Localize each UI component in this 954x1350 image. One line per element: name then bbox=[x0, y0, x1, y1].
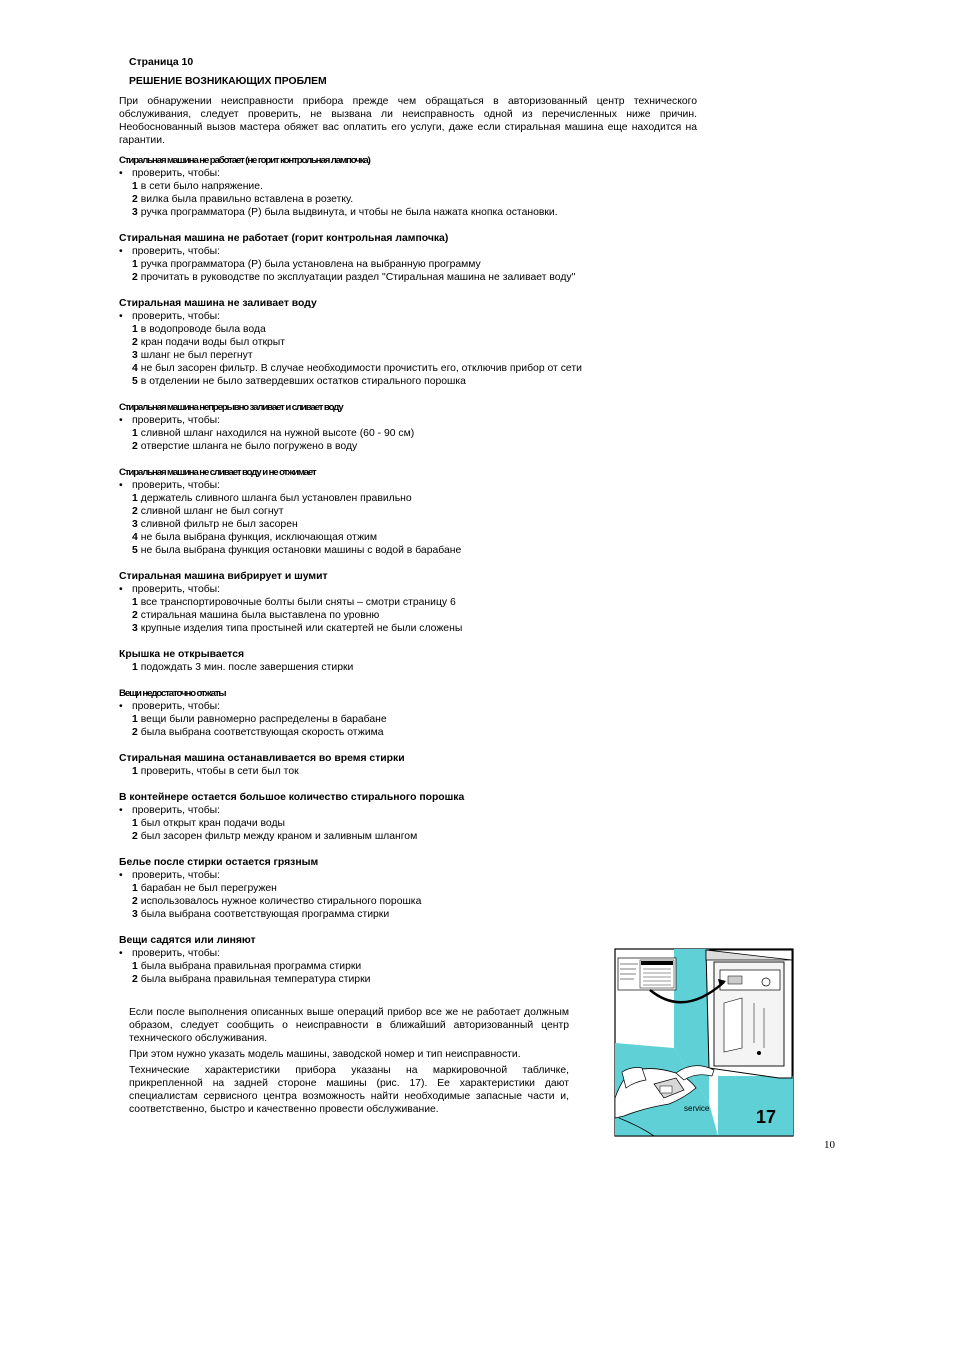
figure-17-illustration bbox=[614, 948, 794, 1137]
bullet-icon: • bbox=[119, 415, 123, 426]
section-title: Стиральная машина непрерывно заливает и сливает воду bbox=[119, 402, 343, 413]
troubleshooting-section bbox=[119, 648, 719, 674]
troubleshooting-section bbox=[119, 232, 719, 284]
check-label: проверить, чтобы: bbox=[132, 870, 221, 881]
check-line bbox=[119, 479, 719, 492]
item-text: проверить, чтобы в сети был ток bbox=[140, 766, 299, 777]
closing-paragraph: Технические характеристики прибора указаны на маркировочной табличке, прикрепленной на задней стороне машины (рис. 17). Ее характеристики дают специалистам сервисного центра возможность найти необходимые запасные части и, соответственно, быстро и качественно провести обслуживание. bbox=[129, 1065, 569, 1115]
item-number: 3 bbox=[132, 909, 138, 920]
check-line bbox=[119, 414, 719, 427]
item-text: стиральная машина была выставлена по уровню bbox=[140, 610, 380, 621]
troubleshooting-section bbox=[119, 570, 719, 635]
list-item bbox=[119, 427, 719, 440]
page-label: Страница 10 bbox=[129, 57, 194, 68]
troubleshooting-section bbox=[119, 791, 719, 843]
check-label: проверить, чтобы: bbox=[132, 701, 221, 712]
section-title: Стиральная машина не сливает воду и не отжимает bbox=[119, 467, 316, 478]
item-number: 4 bbox=[132, 532, 138, 543]
list-item bbox=[119, 830, 719, 843]
check-label: проверить, чтобы: bbox=[132, 311, 221, 322]
item-number: 1 bbox=[132, 324, 138, 335]
list-item bbox=[119, 336, 719, 349]
section-title: Стиральная машина не заливает воду bbox=[119, 298, 317, 309]
troubleshooting-section bbox=[119, 401, 719, 453]
list-item bbox=[119, 908, 719, 921]
intro-paragraph: При обнаружении неисправности прибора прежде чем обращаться в авторизованный центр технического обслуживания, следует проверить, не вызвана ли неисправность одной из перечисленных ниже причин. Необоснованный вызов мастера обяжет вас оплатить его услуги, даже если стиральная машина еще находится на гарантии. bbox=[119, 96, 697, 146]
section-title: Стиральная машина не работает (горит контрольная лампочка) bbox=[119, 233, 449, 244]
item-number: 3 bbox=[132, 519, 138, 530]
item-text: вещи были равномерно распределены в барабане bbox=[140, 714, 387, 725]
closing-paragraph: При этом нужно указать модель машины, заводской номер и тип неисправности. bbox=[129, 1049, 521, 1060]
item-text: в сети было напряжение. bbox=[140, 181, 263, 192]
item-text: использовалось нужное количество стирального порошка bbox=[140, 896, 422, 907]
item-number: 2 bbox=[132, 441, 138, 452]
item-number: 2 bbox=[132, 610, 138, 621]
list-item bbox=[119, 375, 719, 388]
troubleshooting-section bbox=[119, 856, 719, 921]
item-number: 3 bbox=[132, 207, 138, 218]
closing-paragraph: Если после выполнения описанных выше операций прибор все же не работает должным образом, следует сообщить о неисправности в ближайший авторизованный центр технического обслуживания. bbox=[129, 1007, 569, 1044]
troubleshooting-section bbox=[119, 687, 719, 739]
list-item bbox=[119, 531, 719, 544]
item-text: барабан не был перегружен bbox=[140, 883, 277, 894]
list-item bbox=[119, 362, 719, 375]
list-item bbox=[119, 258, 719, 271]
section-title: Стиральная машина не работает (не горит контрольная лампочка) bbox=[119, 155, 370, 166]
item-text: сливной фильтр не был засорен bbox=[140, 519, 298, 530]
check-line bbox=[119, 245, 719, 258]
check-label: проверить, чтобы: bbox=[132, 584, 221, 595]
list-item bbox=[119, 596, 719, 609]
check-label: проверить, чтобы: bbox=[132, 948, 221, 959]
item-text: кран подачи воды был открыт bbox=[140, 337, 286, 348]
list-item bbox=[119, 882, 719, 895]
section-title: Вещи садятся или линяют bbox=[119, 935, 256, 946]
bullet-icon: • bbox=[119, 948, 123, 959]
troubleshooting-section bbox=[119, 466, 719, 557]
item-number: 2 bbox=[132, 896, 138, 907]
list-item bbox=[119, 440, 719, 453]
item-number: 2 bbox=[132, 337, 138, 348]
check-line bbox=[119, 167, 719, 180]
list-item bbox=[119, 817, 719, 830]
section-title: В контейнере остается большое количество стирального порошка bbox=[119, 792, 465, 803]
troubleshooting-section bbox=[119, 752, 719, 778]
item-number: 1 bbox=[132, 662, 138, 673]
check-line bbox=[119, 583, 719, 596]
section-title: Белье после стирки остается грязным bbox=[119, 857, 319, 868]
item-number: 5 bbox=[132, 376, 138, 387]
item-number: 1 bbox=[132, 883, 138, 894]
closing-text bbox=[129, 1006, 569, 1119]
check-line bbox=[119, 804, 719, 817]
list-item bbox=[119, 492, 719, 505]
section-title: Стиральная машина вибрирует и шумит bbox=[119, 571, 328, 582]
check-line bbox=[119, 869, 719, 882]
item-number: 2 bbox=[132, 831, 138, 842]
item-number: 2 bbox=[132, 194, 138, 205]
page-title: РЕШЕНИЕ ВОЗНИКАЮЩИХ ПРОБЛЕМ bbox=[129, 76, 327, 87]
bullet-icon: • bbox=[119, 246, 123, 257]
check-line bbox=[119, 310, 719, 323]
item-number: 1 bbox=[132, 259, 138, 270]
item-text: в отделении не было затвердевших остатков стирального порошка bbox=[140, 376, 466, 387]
item-text: отверстие шланга не было погружено в воду bbox=[140, 441, 358, 452]
bullet-icon: • bbox=[119, 870, 123, 881]
item-number: 1 bbox=[132, 714, 138, 725]
item-text: держатель сливного шланга был установлен правильно bbox=[140, 493, 412, 504]
check-label: проверить, чтобы: bbox=[132, 415, 221, 426]
item-number: 2 bbox=[132, 506, 138, 517]
check-label: проверить, чтобы: bbox=[132, 805, 221, 816]
item-text: был открыт кран подачи воды bbox=[140, 818, 286, 829]
troubleshooting-sections bbox=[119, 154, 719, 999]
item-number: 2 bbox=[132, 272, 138, 283]
item-text: была выбрана правильная программа стирки bbox=[140, 961, 362, 972]
bullet-icon: • bbox=[119, 168, 123, 179]
item-number: 1 bbox=[132, 766, 138, 777]
list-item bbox=[119, 349, 719, 362]
list-item bbox=[119, 271, 719, 284]
bullet-icon: • bbox=[119, 584, 123, 595]
item-text: ручка программатора (P) была установлена на выбранную программу bbox=[140, 259, 481, 270]
item-text: не был засорен фильтр. В случае необходимости прочистить его, отключив прибор от сети bbox=[140, 363, 582, 374]
item-text: шланг не был перегнут bbox=[140, 350, 253, 361]
item-text: в водопроводе была вода bbox=[140, 324, 266, 335]
item-number: 5 bbox=[132, 545, 138, 556]
check-line bbox=[119, 700, 719, 713]
item-number: 1 bbox=[132, 597, 138, 608]
list-item bbox=[119, 726, 719, 739]
troubleshooting-section bbox=[119, 154, 719, 219]
item-number: 3 bbox=[132, 623, 138, 634]
list-item bbox=[119, 609, 719, 622]
item-text: была выбрана правильная температура стирки bbox=[140, 974, 371, 985]
troubleshooting-section bbox=[119, 297, 719, 388]
item-text: был засорен фильтр между краном и заливным шлангом bbox=[140, 831, 418, 842]
item-number: 1 bbox=[132, 818, 138, 829]
check-label: проверить, чтобы: bbox=[132, 246, 221, 257]
item-text: подождать 3 мин. после завершения стирки bbox=[140, 662, 354, 673]
bullet-icon: • bbox=[119, 805, 123, 816]
list-item bbox=[119, 713, 719, 726]
list-item bbox=[119, 206, 719, 219]
item-number: 1 bbox=[132, 961, 138, 972]
item-text: крупные изделия типа простыней или скатертей не были сложены bbox=[140, 623, 463, 634]
list-item bbox=[119, 765, 719, 778]
page-number: 10 bbox=[824, 1139, 835, 1151]
section-title: Крышка не открывается bbox=[119, 649, 245, 660]
section-title: Стиральная машина останавливается во время стирки bbox=[119, 753, 405, 764]
service-label: service bbox=[684, 1104, 710, 1113]
item-number: 1 bbox=[132, 428, 138, 439]
washing-machine-service-illustration bbox=[614, 948, 794, 1137]
item-number: 2 bbox=[132, 727, 138, 738]
list-item bbox=[119, 622, 719, 635]
list-item bbox=[119, 323, 719, 336]
item-text: сливной шланг не был согнут bbox=[140, 506, 284, 517]
item-text: не была выбрана функция, исключающая отжим bbox=[140, 532, 377, 543]
list-item bbox=[119, 895, 719, 908]
section-title: Вещи недостаточно отжаты bbox=[119, 688, 226, 699]
list-item bbox=[119, 180, 719, 193]
list-item bbox=[119, 505, 719, 518]
item-number: 1 bbox=[132, 181, 138, 192]
item-text: была выбрана соответствующая программа стирки bbox=[140, 909, 390, 920]
item-text: все транспортировочные болты были сняты – смотри страницу 6 bbox=[140, 597, 456, 608]
list-item bbox=[119, 518, 719, 531]
check-label: проверить, чтобы: bbox=[132, 168, 221, 179]
list-item bbox=[119, 193, 719, 206]
list-item bbox=[119, 544, 719, 557]
item-text: сливной шланг находился на нужной высоте (60 - 90 см) bbox=[140, 428, 415, 439]
bullet-icon: • bbox=[119, 480, 123, 491]
item-text: вилка была правильно вставлена в розетку. bbox=[140, 194, 354, 205]
item-text: прочитать в руководстве по эксплуатации раздел "Стиральная машина не заливает воду" bbox=[140, 272, 576, 283]
item-text: ручка программатора (P) была выдвинута, и чтобы не была нажата кнопка остановки. bbox=[140, 207, 558, 218]
item-text: была выбрана соответствующая скорость отжима bbox=[140, 727, 384, 738]
item-text: не была выбрана функция остановки машины с водой в барабане bbox=[140, 545, 462, 556]
figure-number: 17 bbox=[756, 1107, 777, 1127]
bullet-icon: • bbox=[119, 701, 123, 712]
item-number: 4 bbox=[132, 363, 138, 374]
list-item bbox=[119, 661, 719, 674]
item-number: 2 bbox=[132, 974, 138, 985]
bullet-icon: • bbox=[119, 311, 123, 322]
item-number: 1 bbox=[132, 493, 138, 504]
item-number: 3 bbox=[132, 350, 138, 361]
check-label: проверить, чтобы: bbox=[132, 480, 221, 491]
